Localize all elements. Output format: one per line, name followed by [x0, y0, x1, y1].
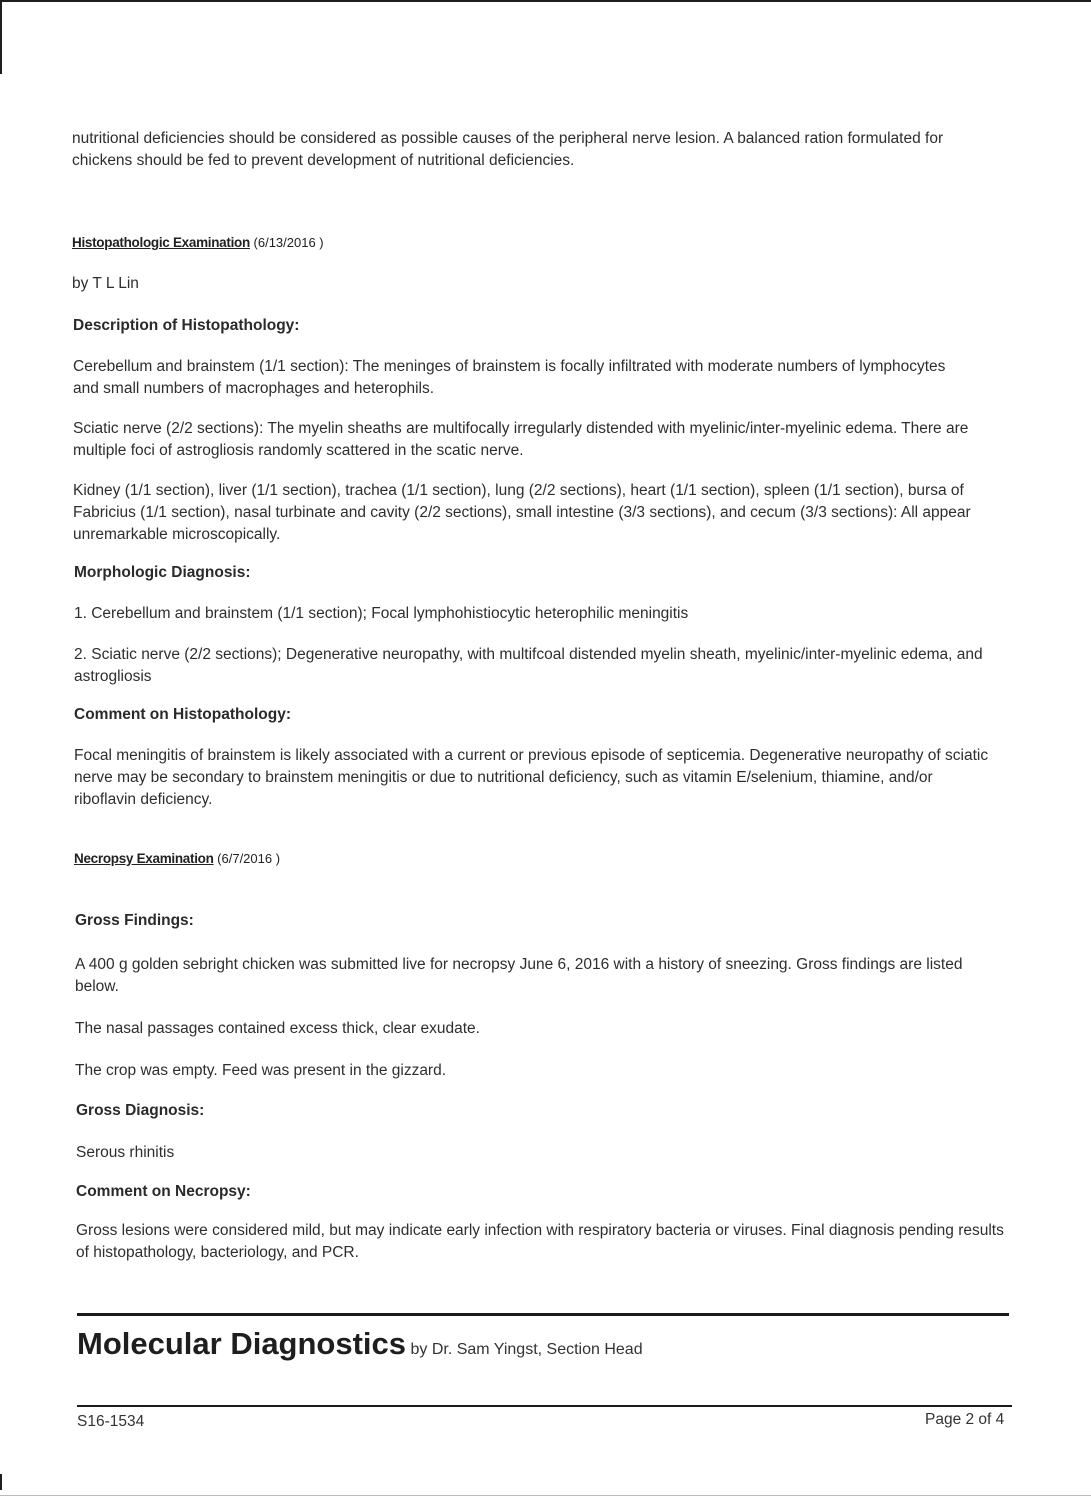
desc-paragraph-3: Kidney (1/1 section), liver (1/1 section), trachea (1/1 section), lung (2/2 sections), heart (1/1 section), spleen (1/1 section), bursa of Fabricius (1/1 section), nasal turbinate and cavity (2/2 sections), small intestine (3/3 sections), and cecum (3/3 sections): All appear unremarkable microscopically. — [73, 482, 971, 543]
histo-comment-heading: Comment on Histopathology: — [74, 706, 291, 723]
desc-paragraph-1: Cerebellum and brainstem (1/1 section): The meninges of brainstem is focally infiltrated with moderate numbers of lymphocytes and small numbers of macrophages and heterophils. — [73, 358, 946, 397]
case-id: S16-1534 — [77, 1413, 145, 1430]
gross-paragraph-2: The nasal passages contained excess thick, clear exudate. — [75, 1020, 480, 1037]
histo-title: Histopathologic Examination — [72, 235, 250, 250]
page-number: Page 2 of 4 — [925, 1411, 1005, 1428]
necropsy-date: (6/7/2016 ) — [213, 851, 281, 866]
molecular-heading — [77, 1326, 643, 1362]
morph-item-2: 2. Sciatic nerve (2/2 sections); Degenerative neuropathy, with multifcoal distended myelin sheath, myelinic/inter-myelinic edema, and astrogliosis — [74, 646, 983, 685]
gross-diagnosis-heading: Gross Diagnosis: — [76, 1102, 205, 1119]
histo-comment: Focal meningitis of brainstem is likely associated with a current or previous episode of septicemia. Degenerative neuropathy of sciatic nerve may be secondary to brainstem meningitis or due to nutritional deficiency, such as vitamin E/selenium, thiamine, and/or riboflavin deficiency. — [74, 747, 989, 808]
desc-paragraph-2: Sciatic nerve (2/2 sections): The myelin sheaths are multifocally irregularly distended with myelinic/inter-myelinic edema. There are multiple foci of astrogliosis randomly scattered in the scatic nerve. — [73, 420, 969, 459]
morph-item-1: 1. Cerebellum and brainstem (1/1 section); Focal lymphohistiocytic heterophilic meningitis — [74, 605, 689, 622]
molecular-byline: by Dr. Sam Yingst, Section Head — [406, 1341, 643, 1358]
description-heading: Description of Histopathology: — [73, 317, 300, 334]
morph-heading: Morphologic Diagnosis: — [74, 564, 251, 581]
necropsy-section-title — [74, 851, 280, 866]
scan-edge-left-bottom — [0, 1474, 2, 1490]
histo-section-title — [72, 235, 324, 250]
molecular-title: Molecular Diagnostics — [77, 1326, 407, 1361]
gross-paragraph-1: A 400 g golden sebright chicken was submitted live for necropsy June 6, 2016 with a history of sneezing. Gross findings are listed below. — [75, 956, 963, 995]
scan-edge-top — [0, 0, 1091, 2]
necropsy-title: Necropsy Examination — [74, 851, 214, 866]
necropsy-comment-heading: Comment on Necropsy: — [76, 1183, 251, 1200]
gross-diagnosis: Serous rhinitis — [76, 1144, 175, 1161]
intro-paragraph: nutritional deficiencies should be considered as possible causes of the peripheral nerve lesion. A balanced ration formulated for chickens should be fed to prevent development of nutritional deficiencies. — [72, 130, 944, 169]
scan-edge-left — [0, 0, 2, 74]
scan-edge-bottom — [0, 1495, 1091, 1496]
gross-paragraph-3: The crop was empty. Feed was present in the gizzard. — [75, 1062, 447, 1079]
section-divider-top — [77, 1313, 1009, 1316]
histo-date: (6/13/2016 ) — [249, 235, 324, 250]
footer-divider — [77, 1405, 1012, 1407]
histo-by: by T L Lin — [72, 275, 139, 292]
necropsy-comment: Gross lesions were considered mild, but may indicate early infection with respiratory bacteria or viruses. Final diagnosis pending results of histopathology, bacteriology, and PCR. — [76, 1222, 1004, 1261]
gross-findings-heading: Gross Findings: — [75, 912, 194, 929]
